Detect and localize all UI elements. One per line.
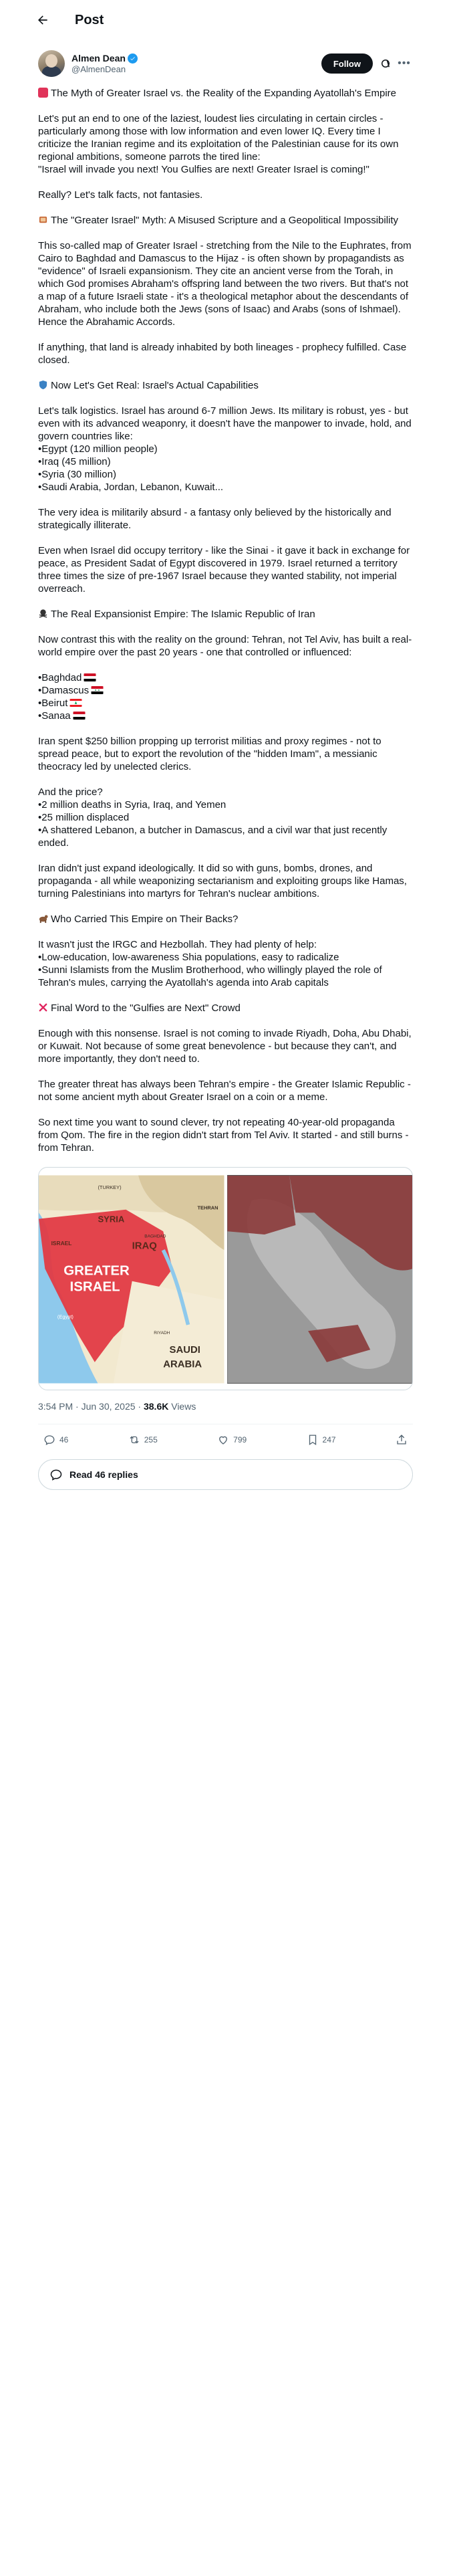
- paragraph-text: Final Word to the "Gulfies are Next" Crowd: [51, 1002, 241, 1014]
- post-paragraph: [38, 633, 413, 659]
- list-item: [38, 710, 413, 722]
- map-label-tehran: TEHRAN: [197, 1204, 218, 1211]
- author-name-text[interactable]: Almen Dean: [71, 53, 126, 64]
- reply-count: 46: [59, 1435, 69, 1444]
- avatar[interactable]: [38, 50, 65, 77]
- reply-icon: [43, 1434, 55, 1446]
- red-square-icon: [38, 88, 48, 98]
- more-options-icon[interactable]: •••: [398, 58, 411, 69]
- post-paragraph: [38, 112, 413, 176]
- bookmark-count: 247: [322, 1435, 336, 1444]
- paragraph-text: Who Carried This Empire on Their Backs?: [51, 914, 239, 925]
- syria-flag-icon: [91, 686, 104, 694]
- read-replies-button[interactable]: [38, 1459, 413, 1490]
- list-item-text: •Baghdad: [38, 672, 82, 683]
- paragraph-text: Iran spent $250 billion propping up terrorist militias and proxy regimes - not to spread peace, but to export the revolution of the "hidden Imam", a messianic theocracy led by unelected clerics.: [38, 736, 382, 772]
- like-button[interactable]: [217, 1434, 247, 1446]
- list-item-text: •Beirut: [38, 697, 68, 709]
- paragraph-text: Now Let's Get Real: Israel's Actual Capabilities: [51, 380, 259, 391]
- post-heading: [38, 214, 413, 227]
- bookmark-button[interactable]: [307, 1434, 336, 1446]
- post-paragraph: [38, 735, 413, 773]
- shield-icon: [38, 380, 48, 390]
- views-label: Views: [168, 1401, 196, 1412]
- share-button[interactable]: [396, 1434, 408, 1446]
- reply-icon: [49, 1468, 63, 1481]
- read-replies-label: Read 46 replies: [69, 1469, 138, 1480]
- author-row: [38, 47, 413, 80]
- heart-icon: [217, 1434, 229, 1446]
- map-label-israel: ISRAEL: [69, 1279, 120, 1295]
- list-item: [38, 697, 413, 710]
- author-handle[interactable]: @AlmenDean: [71, 64, 126, 74]
- list-item: [38, 671, 413, 684]
- verified-badge-icon: [128, 53, 138, 64]
- post-paragraph: [38, 1027, 413, 1065]
- paragraph-text: Iran didn't just expand ideologically. It did so with guns, bombs, drones, and propaganda - all while weaponizing sectarianism and exploiting groups like Hamas, turning Palestinians into martyrs for Tehran's nuclear ambitions.: [38, 863, 407, 899]
- map-label-baghdad: BAGHDAD: [144, 1234, 166, 1239]
- lebanon-flag-icon: [69, 699, 82, 707]
- map-label-egypt: (Egypt): [57, 1313, 73, 1320]
- repost-button[interactable]: [128, 1434, 158, 1446]
- like-count: 799: [233, 1435, 247, 1444]
- map-label-saudi: SAUDI: [169, 1344, 200, 1356]
- post-paragraph: [38, 189, 413, 201]
- map-label-greater: GREATER: [63, 1263, 130, 1279]
- timestamp-text[interactable]: 3:54 PM · Jun 30, 2025 ·: [38, 1401, 144, 1412]
- repost-count: 255: [144, 1435, 158, 1444]
- iraq-flag-icon: [84, 673, 96, 681]
- paragraph-text: The Real Expansionist Empire: The Islamic Republic of Iran: [51, 609, 315, 620]
- post-paragraph: [38, 1078, 413, 1103]
- map-label-arabia: ARABIA: [163, 1359, 202, 1370]
- share-icon: [396, 1434, 408, 1446]
- action-bar: [38, 1424, 413, 1455]
- paragraph-text: Really? Let's talk facts, not fantasies.: [38, 189, 203, 201]
- map-label-israel-small: ISRAEL: [51, 1239, 72, 1247]
- follow-button[interactable]: Follow: [321, 53, 373, 74]
- skull-crossbones-icon: [38, 609, 48, 619]
- paragraph-text: If anything, that land is already inhabited by both lineages - prophecy fulfilled. Case closed.: [38, 342, 407, 366]
- paragraph-text: Let's talk logistics. Israel has around 6-7 million Jews. Its military is robust, yes - but even with its advanced weaponry, it doesn't have the manpower to invade, hold, and govern countries like: •Egypt (120 million people) •Iraq (45 million) •Syria (30 million) •Saudi Arabia, Jordan, Lebanon, Kuwait...: [38, 405, 412, 493]
- paragraph-text: Enough with this nonsense. Israel is not coming to invade Riyadh, Doha, Abu Dhabi, or Kuwait. Not because of some great benevolence - but because they can't, and more importantly, they don't need to.: [38, 1028, 412, 1065]
- paragraph-text: The very idea is militarily absurd - a fantasy only believed by the historically and strategically illiterate.: [38, 507, 392, 531]
- post-heading: [38, 87, 413, 100]
- paragraph-text: The greater threat has always been Tehran's empire - the Greater Islamic Republic - not some ancient myth about Greater Israel on a coin or a meme.: [38, 1079, 411, 1103]
- arrow-left-icon: [36, 13, 49, 27]
- post-heading: [38, 379, 413, 392]
- paragraph-text: Even when Israel did occupy territory - like the Sinai - it gave it back in exchange for peace, as President Sadat of Egypt discovered in 1979. Israel returned a territory three times the size of pre-1967 Israel because they wanted stability, not imperial overreach.: [38, 545, 410, 595]
- post-paragraph: [38, 938, 413, 989]
- map-label-iraq: IRAQ: [132, 1241, 157, 1252]
- grok-icon[interactable]: [377, 55, 394, 72]
- paragraph-text: And the price? •2 million deaths in Syria, Iraq, and Yemen •25 million displaced •A shattered Lebanon, a butcher in Damascus, and a civil war that just recently ended.: [38, 786, 388, 849]
- paragraph-text: The "Greater Israel" Myth: A Misused Scripture and a Geopolitical Impossibility: [51, 215, 399, 226]
- post-paragraph: [38, 544, 413, 595]
- iranian-influence-map-image[interactable]: [227, 1168, 413, 1390]
- greater-israel-map-image[interactable]: [39, 1168, 224, 1390]
- post-paragraph: [38, 341, 413, 366]
- paragraph-text: It wasn't just the IRGC and Hezbollah. They had plenty of help: •Low-education, low-awareness Shia populations, easy to radicalize •Sunni Islamists from the Muslim Brotherhood, who willingly played the role of Tehran's mules, carrying the Ayatollah's agenda into Arab capitals: [38, 939, 382, 988]
- map-label-riyadh: RIYADH: [154, 1330, 170, 1335]
- post-paragraph: [38, 405, 413, 494]
- top-bar: [0, 0, 451, 40]
- views-count: 38.6K: [143, 1401, 169, 1412]
- list-item-text: •Sanaa: [38, 710, 71, 722]
- paragraph-text: This so-called map of Greater Israel - stretching from the Nile to the Euphrates, from Cairo to Baghdad and Damascus to the Hijaz - is often shown by propagandists as "evidence" of Israeli expansionism. They cite an ancient verse from the Torah, in which God promises Abraham's offspring land between the two rivers. But that's not a map of a future Israeli state - it's a theological metaphor about the descendants of Abraham, who include both the Jews (sons of Isaac) and Arabs (sons of Ishmael). Hence the Abrahamic Accords.: [38, 240, 412, 328]
- scroll-icon: [38, 215, 48, 225]
- yemen-flag-icon: [73, 712, 86, 720]
- post-paragraph: [38, 786, 413, 849]
- post-timestamp[interactable]: [38, 1401, 413, 1412]
- paragraph-text: Now contrast this with the reality on the ground: Tehran, not Tel Aviv, has built a real-world empire over the past 20 years - one that controlled or influenced:: [38, 634, 412, 658]
- list-item-text: •Damascus: [38, 685, 90, 696]
- post-heading: [38, 1002, 413, 1014]
- post-body: [38, 87, 413, 1154]
- map-label-turkey: (TURKEY): [98, 1184, 122, 1190]
- post-heading: [38, 608, 413, 621]
- mule-icon: [38, 914, 48, 924]
- author-meta: [71, 53, 321, 74]
- paragraph-text: So next time you want to sound clever, try not repeating 40-year-old propaganda from Qom. The fire in the region didn't start from Tel Aviv. It started - and still burns - from Tehran.: [38, 1117, 409, 1154]
- post-paragraph: [38, 1116, 413, 1154]
- page-title: Post: [75, 12, 104, 27]
- reply-button[interactable]: [43, 1434, 68, 1446]
- paragraph-text: Let's put an end to one of the laziest, loudest lies circulating in certain circles - particularly among those with low information and even lower IQ. Every time I criticize the Iranian regime and its exploitation of the Palestinian cause for its own regional ambitions, someone parrots the tired line: "Israel will invade you next! You Gulfies are next! Greater Israel is coming!": [38, 113, 399, 175]
- post: [0, 47, 451, 1490]
- cross-mark-icon: [38, 1002, 48, 1012]
- post-paragraph: [38, 506, 413, 532]
- author-name[interactable]: [71, 53, 321, 64]
- post-paragraph: [38, 862, 413, 900]
- bookmark-icon: [307, 1434, 319, 1446]
- back-button[interactable]: [29, 7, 56, 33]
- map-label-syria: SYRIA: [98, 1214, 125, 1224]
- paragraph-text: The Myth of Greater Israel vs. the Reality of the Expanding Ayatollah's Empire: [51, 88, 397, 99]
- post-heading: [38, 913, 413, 926]
- repost-icon: [128, 1434, 140, 1446]
- media-grid: [38, 1167, 413, 1390]
- list-item: [38, 684, 413, 697]
- post-list: [38, 671, 413, 722]
- post-paragraph: [38, 239, 413, 328]
